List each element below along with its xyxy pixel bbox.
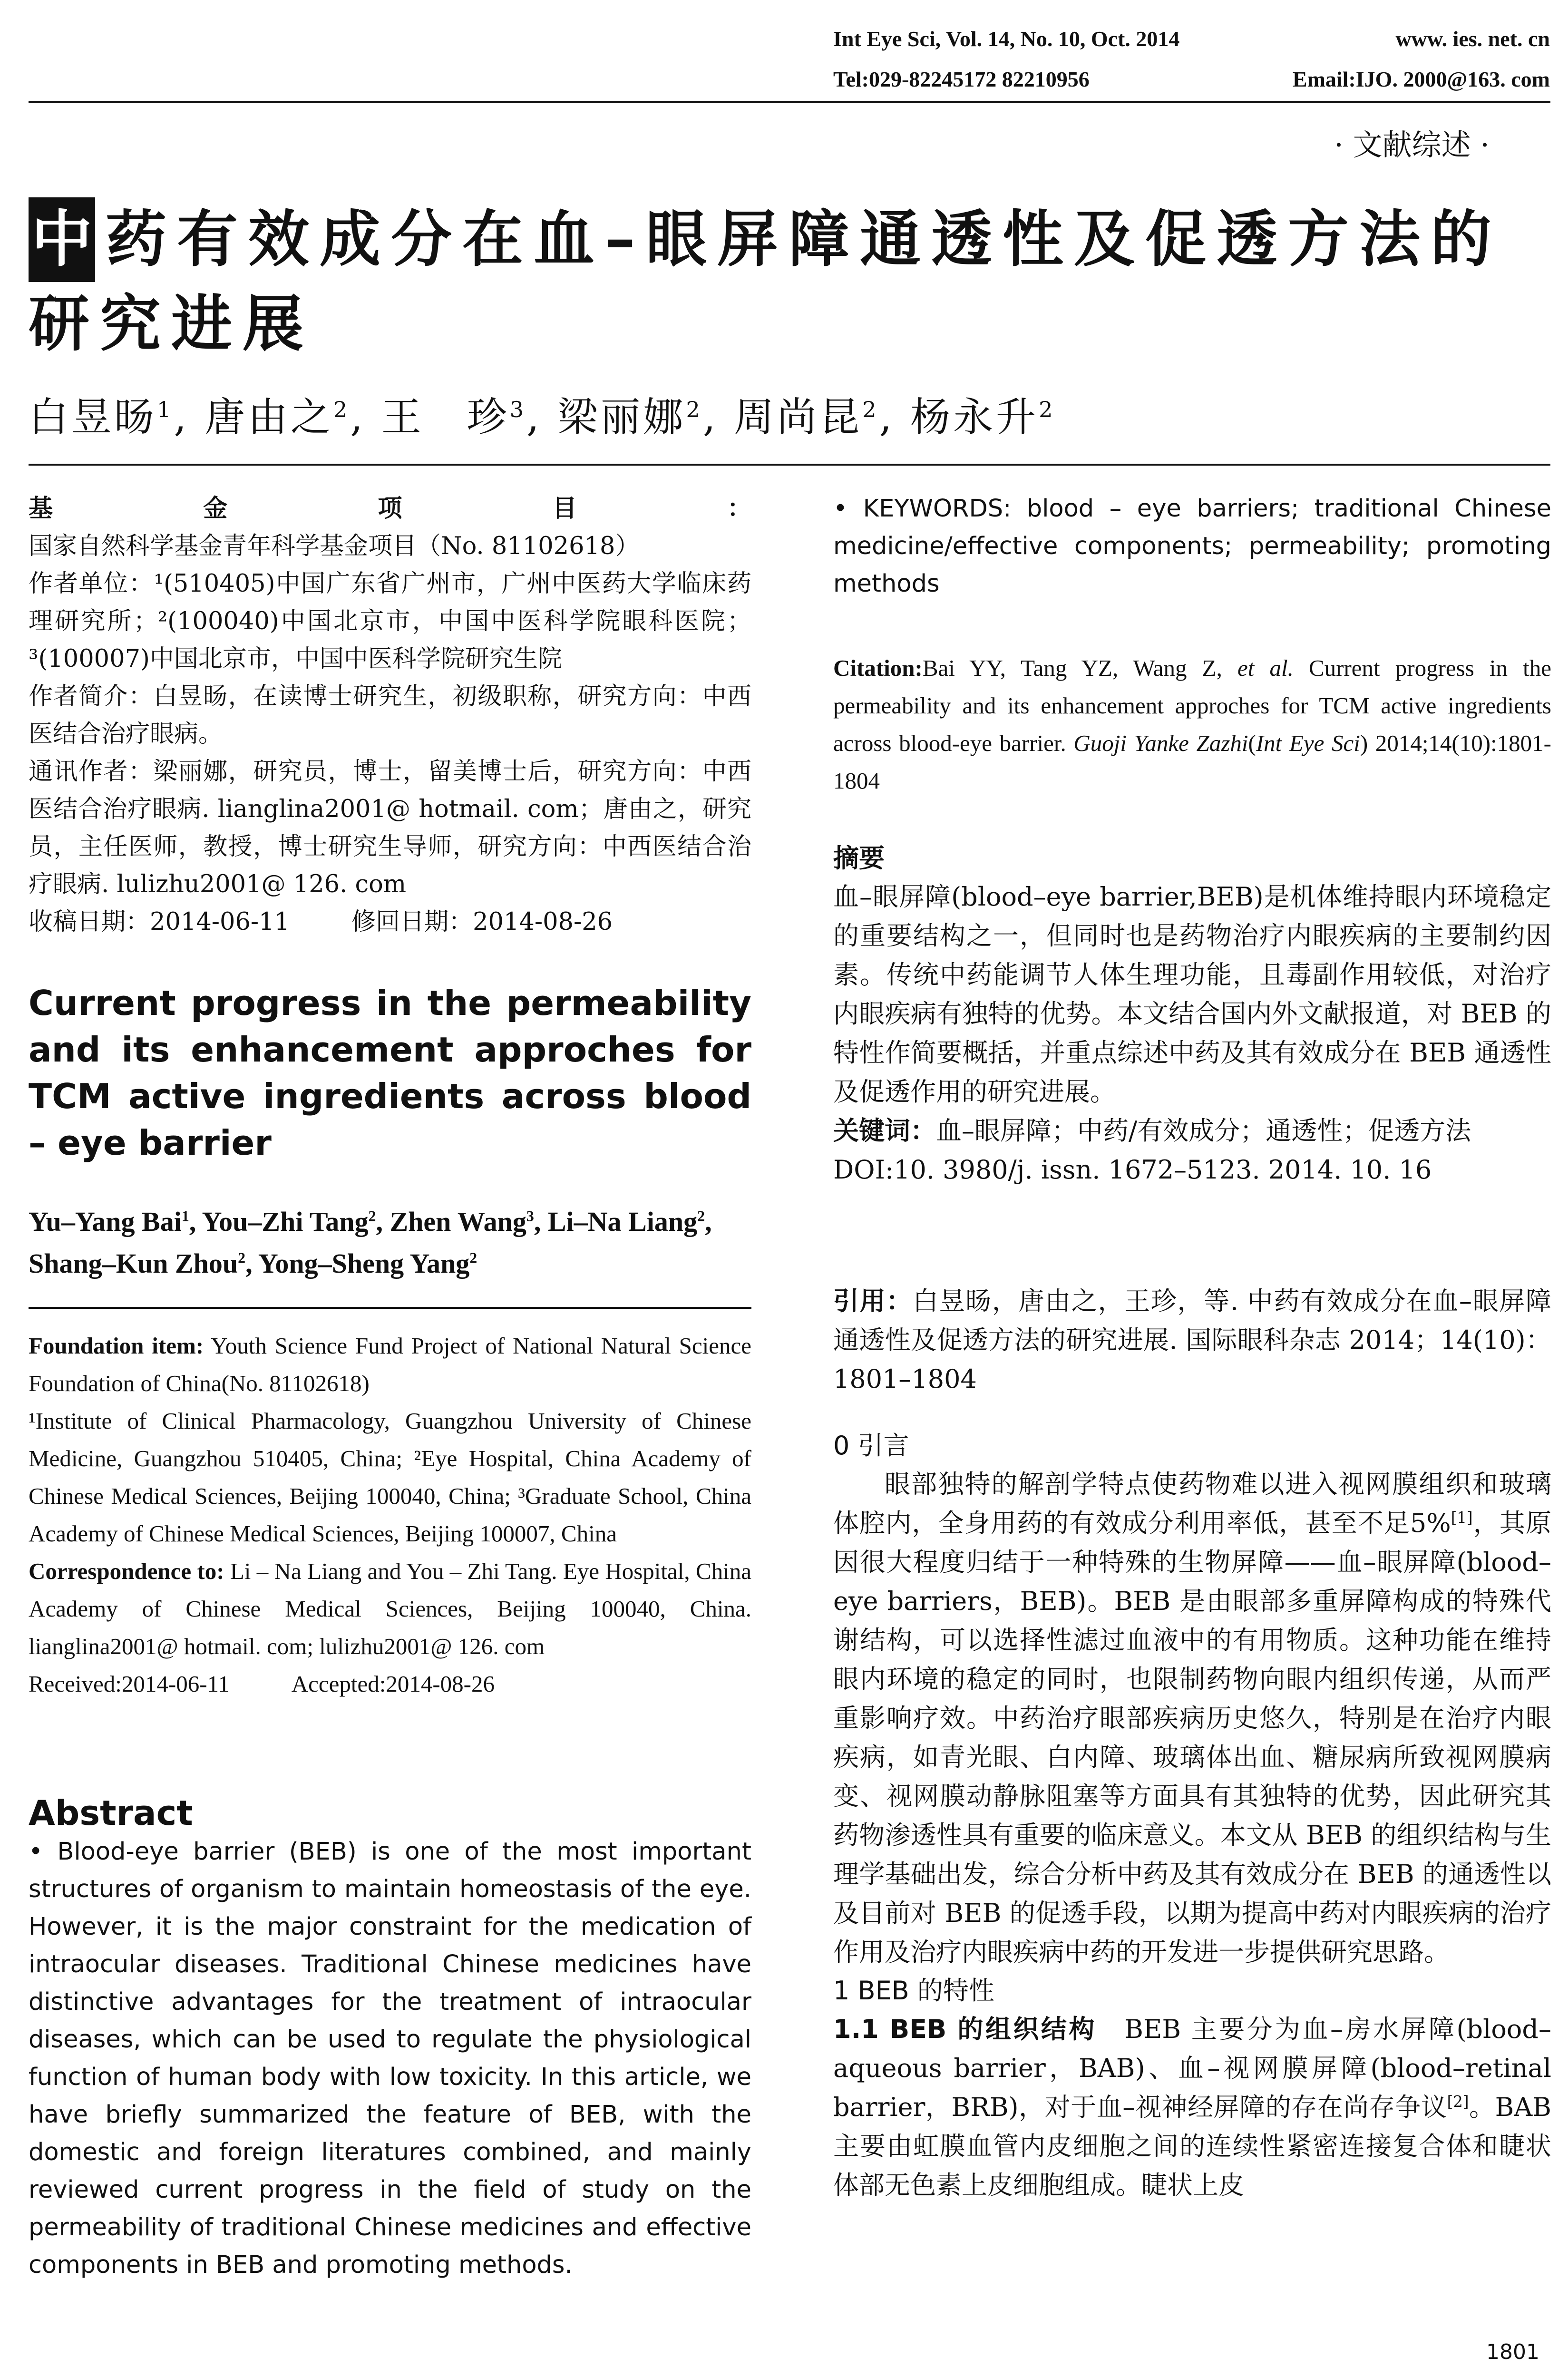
citation-journal-en: Int Eye Sci — [1256, 730, 1360, 756]
subsection-heading: 1.1 BEB 的组织结构 — [833, 2014, 1097, 2044]
front-matter-en — [29, 1327, 751, 1703]
author-name: 唐由之 — [205, 394, 333, 440]
affil-mark: 2 — [686, 397, 703, 422]
authors-en-block — [29, 1201, 751, 1285]
author-name: Yu–Yang Bai — [29, 1206, 182, 1237]
title-first-char: 中 — [29, 197, 95, 282]
label: 通讯作者： — [29, 758, 154, 786]
authors-cn: 白昱旸$^1$, 唐由之$^2$, 王 珍$^3$, 梁丽娜$^2$, 周尚昆$^2$, 杨永升$^2$ — [29, 394, 1056, 440]
summary-text: 血–眼屏障(blood–eye barrier,BEB)是机体维持眼内环境稳定的重要结构之一，但同时也是药物治疗内眼疾病的主要制约因素。传统中药能调节人体生理功能，且毒副作用较低，对治疗内眼疾病有独特的优势。本文结合国内外文献报道，对 BEB 的特性作简要概括，并重点综述中药及其有效成分在 BEB 通透性及促透作用的研究进展。 — [833, 882, 1551, 1107]
author-name: Li–Na Liang — [547, 1206, 698, 1237]
affil-mark: 2 — [862, 397, 879, 422]
page-number: 1801 — [1486, 2340, 1539, 2364]
citation-text: Bai YY, Tang YZ, Wang Z, — [922, 655, 1237, 681]
header-rule — [29, 101, 1550, 103]
citation-ref[interactable]: [2] — [1447, 2093, 1469, 2111]
label: 作者简介： — [29, 682, 154, 711]
journal-website: www. ies. net. cn — [1395, 27, 1550, 51]
affiliation-cn: ¹(510405)中国广东省广州市，广州中医药大学临床药理研究所；²(100040)中国北京市，中国中医科学院眼科医院；³(100007)中国北京市，中国中医科学院研究生院 — [29, 570, 751, 673]
english-title: Current progress in the permeability and its enhancement approches for TCM active ingredients across blood – eye barrier — [29, 983, 751, 1163]
abstract-block — [29, 1793, 751, 2284]
author-name: Zhen Wang — [390, 1206, 526, 1237]
authors-en: Yu–Yang Bai$^1$, You–Zhi Tang$^2$, Zhen Wang$^3$, Li–Na Liang$^2$, Shang–Kun Zhou$^2$, Yong–Sheng Yang$^2$ — [29, 1206, 712, 1279]
affil-mark: 2 — [368, 1208, 376, 1225]
citation-ref[interactable]: [1] — [1451, 1509, 1473, 1527]
author-name: Shang–Kun Zhou — [29, 1248, 238, 1279]
keywords-cn: 血–眼屏障；中药/有效成分；通透性；促透方法 — [936, 1116, 1471, 1146]
citation-text: ) 2014;14(10):1801-1804 — [833, 730, 1551, 794]
affiliation-en: ¹Institute of Clinical Pharmacology, Guangzhou University of Chinese Medicine, Guangzhou 510405, China; ²Eye Hospital, China Academy of Chinese Medical Sciences, Beijing 100040, China; ³Graduate School, China Academy of Chinese Medical Sciences, Beijing 100007, China — [29, 1408, 751, 1547]
foundation-cn: 国家自然科学基金青年科学基金项目（No. 81102618） — [29, 532, 640, 560]
label: Correspondence to: — [29, 1558, 224, 1584]
affil-mark: 2 — [1039, 397, 1056, 422]
correspondence-cn: 梁丽娜，研究员，博士，留美博士后，研究方向：中西医结合治疗眼病. lianglina2001@ hotmail. com；唐由之，研究员，主任医师，教授，博士研究生导师，研究方向：中西医结合治疗眼病. lulizhu2001@ 126. com — [29, 758, 751, 898]
author-name: 杨永升 — [910, 394, 1039, 440]
foundation-en: Youth Science Fund Project of National Natural Science Foundation of China(No. 81102618) — [29, 1333, 751, 1396]
summary-block — [833, 839, 1551, 1189]
section-heading: 0 引言 — [833, 1431, 909, 1461]
accepted-en: Accepted:2014-08-26 — [291, 1671, 495, 1697]
section-heading: 1 BEB 的特性 — [833, 1976, 994, 2006]
affil-mark: 2 — [238, 1249, 246, 1266]
received-en: Received:2014-06-11 — [29, 1671, 230, 1697]
affil-mark: 3 — [526, 1208, 534, 1225]
doi: DOI:10. 3980/j. issn. 1672–5123. 2014. 10. 16 — [833, 1155, 1432, 1185]
title-text: 药有效成分在血–眼屏障通透性及促透方法的研究进展 — [29, 204, 1502, 360]
front-matter-cn — [29, 490, 751, 941]
paragraph: 。BAB 主要由虹膜血管内皮细胞之间的连续性紧密连接复合体和睫状体部无色素上皮细胞组成。睫状上皮 — [833, 2092, 1551, 2200]
citation-journal: Guoji Yanke Zazhi — [1073, 730, 1248, 756]
section-tag: · 文献综述 · — [1334, 127, 1490, 162]
label: 引用： — [833, 1286, 913, 1316]
title-rule — [29, 464, 1550, 466]
abstract-heading: Abstract — [29, 1793, 193, 1833]
keywords-en-block — [833, 490, 1551, 603]
affil-mark: 3 — [509, 397, 527, 422]
affil-mark: 2 — [469, 1249, 477, 1266]
citation-text: Current progress in the permeability and its enhancement approches for TCM active ingredients across blood-eye barrier. — [833, 655, 1551, 756]
affil-mark: 1 — [157, 397, 174, 422]
paragraph: ，其原因很大程度归结于一种特殊的生物屏障——血–眼屏障(blood–eye barriers，BEB)。BEB 是由眼部多重屏障构成的特殊代谢结构，可以选择性滤过血液中的有用物质。这种功能在维持眼内环境的稳定的同时，也限制药物向眼内组织传递，从而严重影响疗效。中药治疗眼部疾病历史悠久，特别是在治疗内眼疾病，如青光眼、白内障、玻璃体出血、糖尿病所致视网膜病变、视网膜动静脉阻塞等方面具有其独特的优势，因此研究其药物渗透性具有重要的临床意义。本文从 BEB 的组织结构与生理学基础出发，综合分析中药及其有效成分在 BEB 的通透性以及目前对 BEB 的促透手段，以期为提高中药对内眼疾病的治疗作用及治疗内眼疾病中药的开发进一步提供研究思路。 — [833, 1508, 1552, 1967]
author-name: 王 珍 — [381, 394, 510, 440]
paragraph: 眼部独特的解剖学特点使药物难以进入视网膜组织和玻璃体腔内，全身用药的有效成分利用率低，甚至不足5% — [833, 1469, 1551, 1538]
correspondence-en: Li – Na Liang and You – Zhi Tang. Eye Hospital, China Academy of Chinese Medical Sciences, Beijing 100040, China. lianglina2001@ hotmail. com; lulizhu2001@ 126. com — [29, 1558, 752, 1659]
label: Foundation item: — [29, 1333, 204, 1359]
cite-cn-block — [833, 1282, 1551, 1399]
received-date: 收稿日期：2014-06-11 — [29, 908, 290, 936]
journal-email: Email:IJO. 2000@163. com — [1292, 67, 1550, 91]
citation-block — [833, 649, 1551, 799]
author-rule — [29, 1307, 751, 1309]
author-name: You–Zhi Tang — [202, 1206, 369, 1237]
citation-etal: et al. — [1237, 655, 1294, 681]
journal-info: Int Eye Sci, Vol. 14, No. 10, Oct. 2014 — [833, 27, 1180, 51]
affil-mark: 1 — [181, 1208, 189, 1225]
keywords-en: • KEYWORDS: blood – eye barriers; traditional Chinese medicine/effective components; permeability; promoting methods — [833, 495, 1551, 598]
paragraph: BEB 主要分为血–房水屏障(blood–aqueous barrier，BAB)、血–视网膜屏障(blood–retinal barrier，BRB)，对于血–视神经屏障的存在尚存争议 — [833, 2014, 1551, 2122]
journal-tel: Tel:029-82245172 82210956 — [833, 67, 1090, 91]
affil-mark: 2 — [697, 1208, 705, 1225]
body-text — [833, 1427, 1551, 2205]
author-intro: 白昱旸，在读博士研究生，初级职称，研究方向：中西医结合治疗眼病。 — [29, 682, 751, 748]
abstract-text: • Blood-eye barrier (BEB) is one of the most important structures of organism to maintain homeostasis of the eye. However, it is the major constraint for the medication of intraocular diseases. Traditional Chinese medicines have distinctive advantages for the treatment of intraocular diseases, which can be used to regulate the physiological function of human body with low toxicity. In this article, we have briefly summarized the feature of BEB, with the domestic and foreign literatures combined, and mainly reviewed current progress in the field of study on the permeability of traditional Chinese medicines and effective components in BEB and promoting methods. — [29, 1838, 751, 2279]
affil-mark: 2 — [333, 397, 351, 422]
author-name: Yong–Sheng Yang — [258, 1248, 470, 1279]
label: 关键词： — [833, 1116, 936, 1146]
revised-date: 修回日期：2014-08-26 — [351, 908, 613, 936]
author-name: 梁丽娜 — [557, 394, 686, 440]
citation-text: ( — [1248, 730, 1256, 756]
author-name: 白昱旸 — [29, 394, 157, 440]
page-title — [29, 197, 1550, 367]
cite-cn-text: 白昱旸，唐由之，王珍，等. 中药有效成分在血–眼屏障通透性及促透方法的研究进展. 国际眼科杂志 2014；14(10)：1801–1804 — [833, 1286, 1552, 1394]
label: Citation: — [833, 655, 923, 681]
summary-heading: 摘要 — [833, 843, 885, 873]
label: 作者单位： — [29, 570, 154, 598]
author-name: 周尚昆 — [734, 394, 863, 440]
english-title-block — [29, 980, 751, 1166]
label: 基金项目： — [29, 494, 751, 523]
